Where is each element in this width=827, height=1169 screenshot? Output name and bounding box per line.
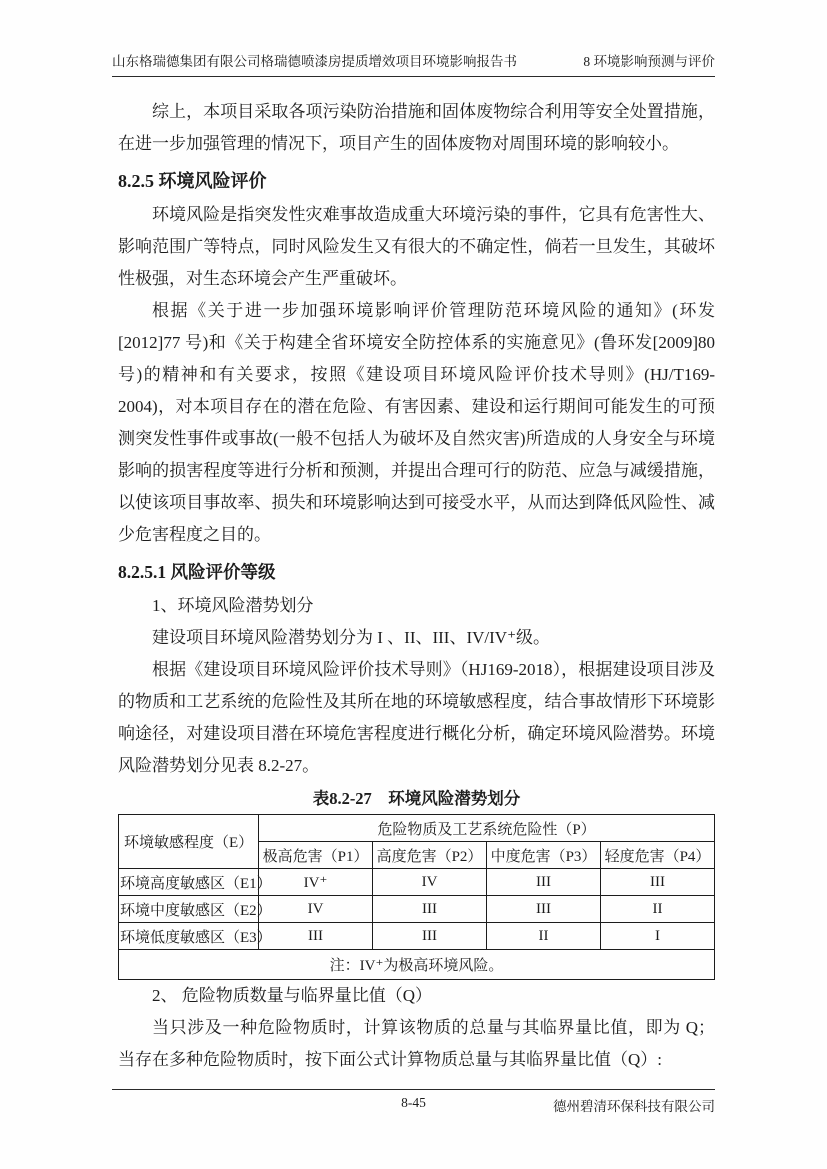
paragraph-potential-levels: 建设项目环境风险潜势划分为 I 、II、III、IV/IV⁺级。 xyxy=(152,628,551,647)
page-number: 8-45 xyxy=(401,1095,426,1110)
cell-e2-p3: III xyxy=(487,896,601,923)
paragraph-hj169-basis: 根据《建设项目环境风险评价技术导则》（HJ169-2018），根据建设项目涉及的物质和工艺系统的危险性及其所在地的环境敏感程度，结合事故情形下环境影响途径，对建设项目潜在环境危害程度进行概化分析，确定环境风险潜势。环境风险潜势划分见表 8.2-27。 xyxy=(118,660,715,775)
table-note-row xyxy=(119,950,715,980)
paragraph-item-2-title: 2、 危险物质数量与临界量比值（Q） xyxy=(152,986,433,1005)
table-corner-header: 环境敏感程度（E） xyxy=(119,815,259,869)
paragraph-risk-definition: 环境风险是指突发性灾难事故造成重大环境污染的事件，它具有危害性大、影响范围广等特点，同时风险发生又有很大的不确定性，倘若一旦发生，其破坏性极强，对生态环境会产生严重破坏。 xyxy=(118,205,715,288)
cell-e2-p1: IV xyxy=(259,896,373,923)
risk-potential-table xyxy=(118,814,715,980)
table-caption: 表8.2-27 环境风险潜势划分 xyxy=(312,789,521,808)
row-label-e3: 环境低度敏感区（E3） xyxy=(119,923,259,950)
footer-company-name: 德州碧清环保科技有限公司 xyxy=(553,1099,715,1114)
section-heading-8-2-5: 8.2.5 环境风险评价 xyxy=(118,171,267,191)
cell-e1-p1: IV⁺ xyxy=(259,869,373,896)
table-header-row-group xyxy=(119,815,715,842)
row-label-e2: 环境中度敏感区（E2） xyxy=(119,896,259,923)
table-row-e3 xyxy=(119,923,715,950)
header-chapter-title: 8 环境影响预测与评价 xyxy=(583,54,715,69)
cell-e1-p4: III xyxy=(601,869,715,896)
cell-e3-p1: III xyxy=(259,923,373,950)
document-body xyxy=(118,96,715,1076)
section-heading-8-2-5-1: 8.2.5.1 风险评价等级 xyxy=(118,562,276,582)
page-header xyxy=(112,50,715,77)
header-doc-title: 山东格瑞德集团有限公司格瑞德喷漆房提质增效项目环境影响报告书 xyxy=(112,54,517,69)
paragraph-regulation-basis: 根据《关于进一步加强环境影响评价管理防范环境风险的通知》(环发[2012]77 号)和《关于构建全省环境安全防控体系的实施意见》(鲁环发[2009]80号)的精神和有关要求，按照《建设项目环境风险评价技术导则》(HJ/T169-2004)，对本项目存在的潜在危险、有害因素、建设和运行期间可能发生的可预测突发性事件或事故(一般不包括人为破坏及自然灾害)所造成的人身安全与环境影响的损害程度等进行分析和预测，并提出合理可行的防范、应急与减缓措施，以使该项目事故率、损失和环境影响达到可接受水平，从而达到降低风险性、减少危害程度之目的。 xyxy=(118,301,715,544)
table-row-e1 xyxy=(119,869,715,896)
cell-e1-p2: IV xyxy=(373,869,487,896)
paragraph-summary: 综上，本项目采取各项污染防治措施和固体废物综合利用等安全处置措施，在进一步加强管理的情况下，项目产生的固体废物对周围环境的影响较小。 xyxy=(118,102,715,153)
paragraph-item-1-title: 1、环境风险潜势划分 xyxy=(152,596,314,615)
table-subheader-p3: 中度危害（P3） xyxy=(487,842,601,869)
cell-e3-p2: III xyxy=(373,923,487,950)
table-group-header: 危险物质及工艺系统危险性（P） xyxy=(259,815,715,842)
table-subheader-p4: 轻度危害（P4） xyxy=(601,842,715,869)
table-row-e2 xyxy=(119,896,715,923)
table-subheader-p1: 极高危害（P1） xyxy=(259,842,373,869)
paragraph-q-ratio: 当只涉及一种危险物质时，计算该物质的总量与其临界量比值，即为 Q； 当存在多种危险物质时，按下面公式计算物质总量与其临界量比值（Q）: xyxy=(118,1018,715,1069)
page-footer xyxy=(112,1089,715,1119)
table-subheader-p2: 高度危害（P2） xyxy=(373,842,487,869)
row-label-e1: 环境高度敏感区（E1） xyxy=(119,869,259,896)
cell-e3-p4: I xyxy=(601,923,715,950)
cell-e2-p2: III xyxy=(373,896,487,923)
cell-e3-p3: II xyxy=(487,923,601,950)
table-note: 注：IV⁺为极高环境风险。 xyxy=(119,950,715,980)
cell-e1-p3: III xyxy=(487,869,601,896)
cell-e2-p4: II xyxy=(601,896,715,923)
